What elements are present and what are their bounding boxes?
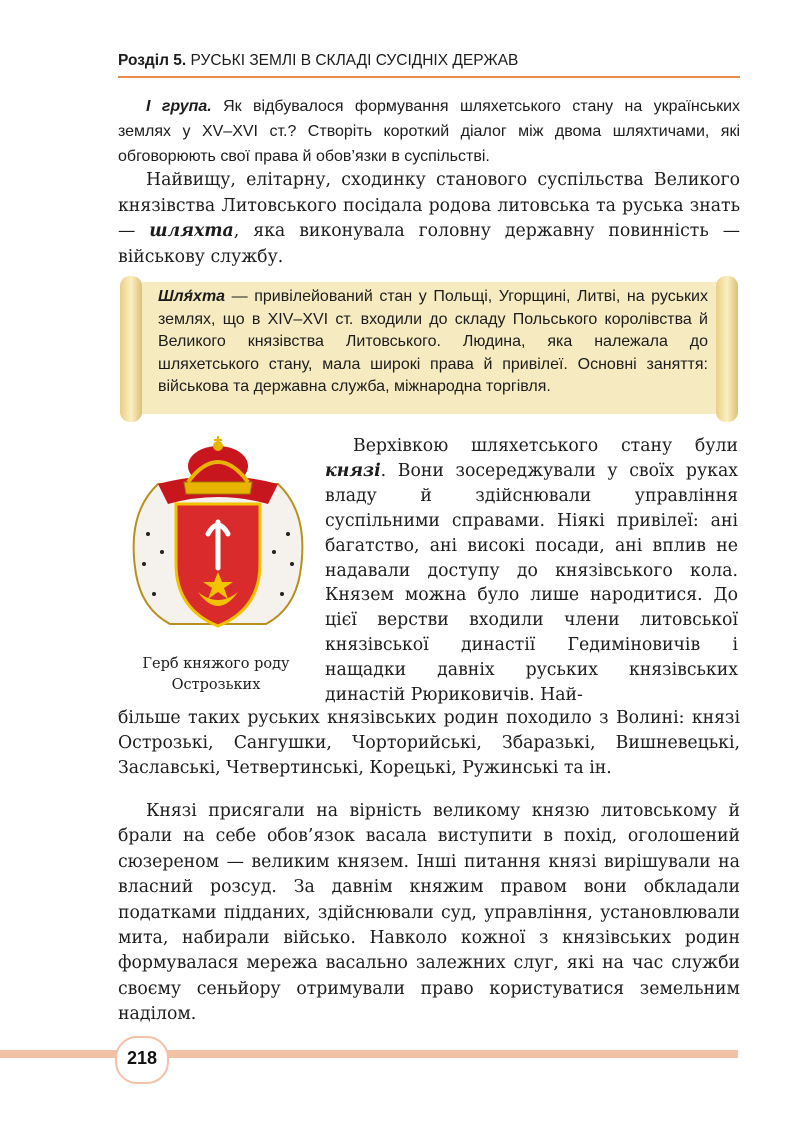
task-group-label: I група. (146, 98, 212, 115)
paragraph-2 (325, 434, 738, 708)
section-title: РУСЬКІ ЗЕМЛІ В СКЛАДІ СУСІДНІХ ДЕРЖАВ (190, 52, 519, 69)
task-block (118, 94, 740, 169)
footer-bar (0, 1050, 738, 1058)
figure-caption (118, 654, 314, 696)
para2-before: Верхівкою шляхетського стану були (353, 436, 738, 456)
definition-term: Шля́хта (158, 288, 226, 305)
definition-body: — привілейований стан у Польщі, Угорщині, Литві, на руських землях, що в XIV–XVI ст. входили до складу Польського королівства й Великого князівства Литовського. Людина, яка належала до шляхетського стану, мала широкі права й привілеї. Основні заняття: військова та державна служба, міжнародна торгівля. (158, 288, 708, 396)
caption-line-2: Острозьких (171, 677, 261, 693)
para2-term: князі (325, 460, 381, 481)
paragraph-2-continuation: більше таких руських князівських родин походило з Волині: князі Острозькі, Сангушки, Чорторийські, Збаразькі, Вишневецькі, Заславські, Четвертинські, Корецькі, Ружинські та ін. (118, 708, 740, 779)
para3-text: Князі присягали на вірність великому князю литовському й брали на себе обов’язок васала виступити в похід, оголошений сюзереном — великим князем. Інші питання князі вирішували на власний розсуд. За давнім княжим правом вони обкладали податками підданих, здійснювали суд, управління, установлювали мита, набирали військо. Навколо кожної з князівських родин формувалася мережа васально залежних слуг, які на час служби своєму сеньйору отримували право користуватися земельним наділом. (118, 801, 740, 1025)
caption-line-1: Герб княжого роду (142, 656, 290, 672)
definition-text (158, 286, 708, 399)
paragraph-1 (118, 168, 740, 270)
definition-scroll (118, 276, 740, 422)
para1-before: Найвищу, елітарну, сходинку станового суспільства Великого князівства Литовського посідала родова литовська та руська знать — (118, 170, 740, 242)
task-text: Як відбувалося формування шляхетського стану на українських землях у XV–XVI ст.? Створіть короткий діалог між двома шляхтичами, які обговорюють свої права й обов’язки в суспільстві. (118, 98, 740, 165)
para1-term: шляхта (149, 221, 234, 242)
para1-after: , яка виконувала головну державну повинність — військову службу. (118, 221, 741, 267)
page-header (118, 50, 740, 78)
para2-after: . Вони зосереджували у своїх руках владу й здійснювали управління суспільними справами. Ніякі привілеї: ані багатство, ані високі посади, ані вплив не надавали доступу до князівського кола. Князем можна було лише народитися. До цієї верстви входили члени литовської князівської династії Гедиміновичів і нащадки давніх руських князівських династій Рюриковичів. Най- (325, 460, 738, 706)
ostrozky-coat-of-arms (118, 434, 318, 649)
paragraph-3 (118, 799, 740, 1028)
page-number: 218 (126, 1048, 158, 1068)
section-label: Розділ 5. (118, 52, 187, 69)
